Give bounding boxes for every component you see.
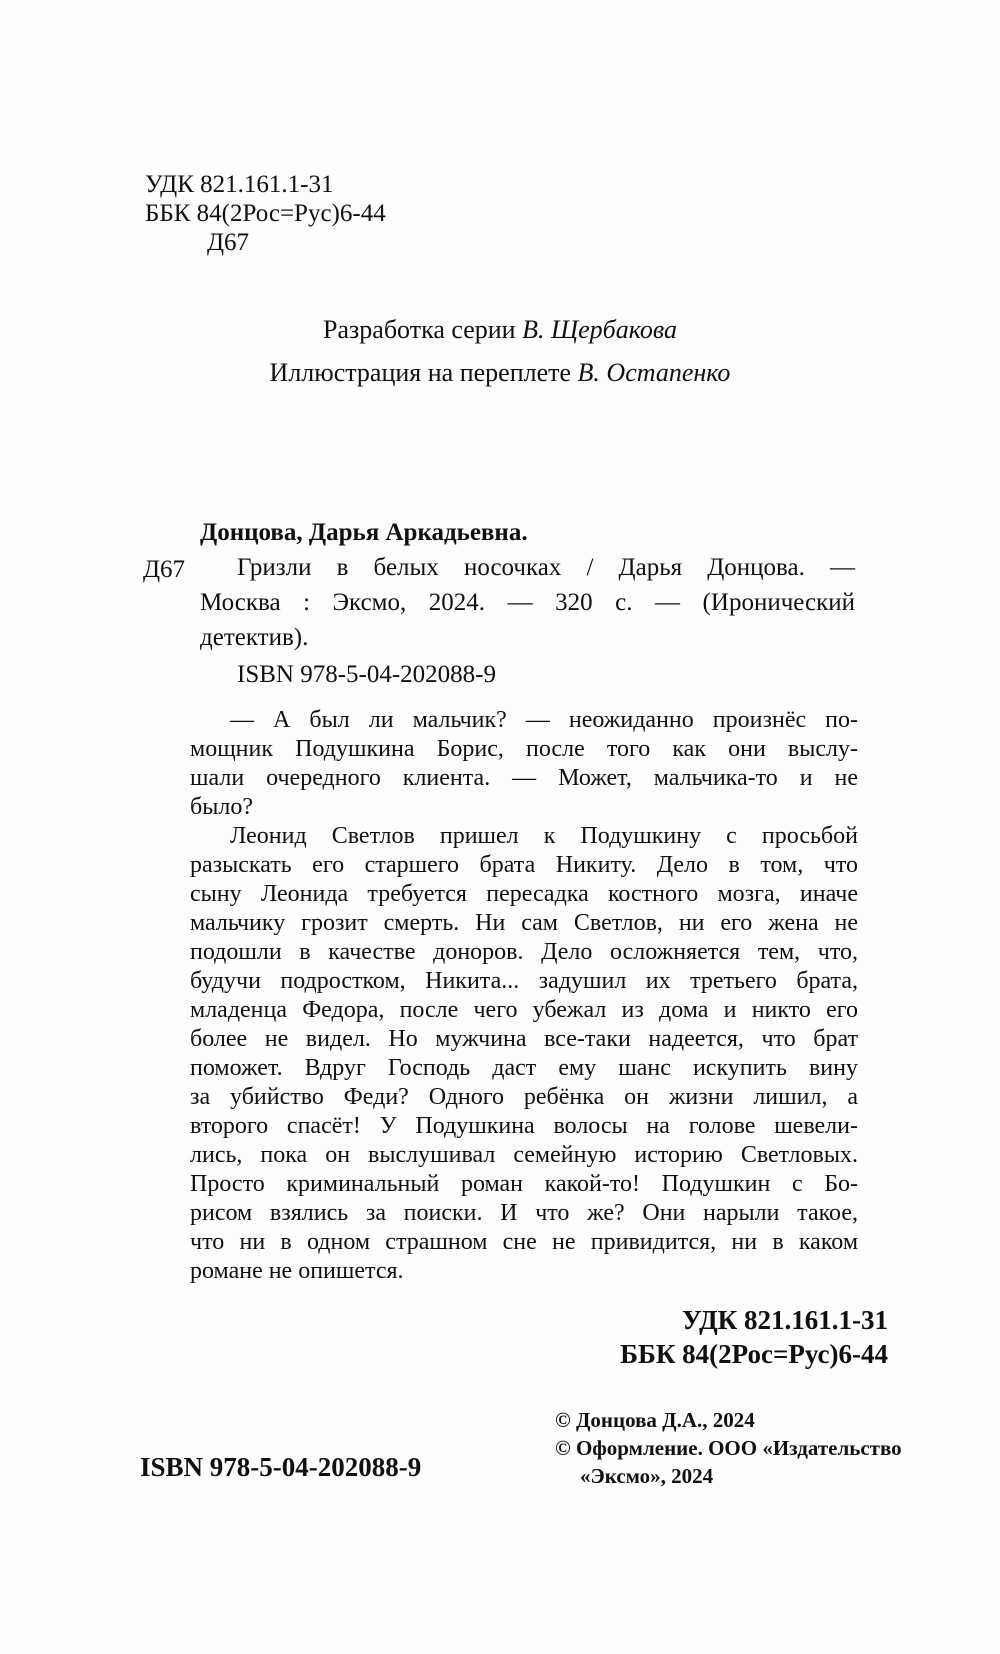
annotation-line: за убийство Феди? Одного ребёнка он жизни лишил, а: [190, 1084, 858, 1110]
catalog-entry-line: детектив).: [200, 624, 309, 651]
isbn-bottom: ISBN 978-5-04-202088-9: [140, 1452, 422, 1482]
catalog-card-author: Донцова, Дарья Аркадьевна.: [200, 519, 528, 546]
classification-codes-top: [145, 170, 386, 257]
annotation-line: — А был ли мальчик? — неожиданно произнёс по-: [230, 707, 858, 733]
catalog-card-entry: [200, 550, 855, 655]
annotation-line: что ни в одном страшном сне не привидится, ни в каком: [190, 1229, 858, 1255]
annotation-line: романе не опишется.: [190, 1258, 404, 1284]
bbk-code-top: ББК 84(2Рос=Рус)6-44: [145, 200, 386, 227]
annotation-line: мальчику грозит смерть. Ни сам Светлов, ни его жена не: [190, 910, 858, 936]
annotation-line: второго спасёт! У Подушкина волосы на голове шевели-: [190, 1113, 858, 1139]
series-design-credit: [0, 308, 1000, 351]
copyright-line: © Оформление. ООО «Издательство: [555, 1436, 902, 1460]
annotation-text: [190, 706, 858, 1286]
series-design-label: Разработка серии: [323, 315, 523, 344]
annotation-line: мощник Подушкина Борис, после того как они выслу-: [190, 736, 858, 762]
annotation-line: сыну Леонида требуется пересадка костного мозга, иначе: [190, 881, 858, 907]
credits-block: [0, 308, 1000, 394]
copyright-block: [555, 1406, 902, 1490]
annotation-line: Просто криминальный роман какой-то! Подушкин с Бо-: [190, 1171, 858, 1197]
copyright-line: «Эксмо», 2024: [580, 1464, 714, 1488]
annotation-line: более не видел. Но мужчина все-таки надеется, что брат: [190, 1026, 858, 1052]
bbk-code-bottom: ББК 84(2Рос=Рус)6-44: [620, 1339, 888, 1369]
copyright-line: © Донцова Д.А., 2024: [555, 1408, 755, 1432]
annotation-line: поможет. Вдруг Господь даст ему шанс искупить вину: [190, 1055, 858, 1081]
annotation-line: было?: [190, 794, 253, 820]
series-designer-name: В. Щербакова: [522, 315, 677, 344]
udk-code-top: УДК 821.161.1-31: [145, 171, 334, 198]
udk-code-bottom: УДК 821.161.1-31: [682, 1305, 888, 1335]
cover-illustrator-name: В. Остапенко: [577, 358, 731, 387]
catalog-card-isbn: ISBN 978-5-04-202088-9: [237, 661, 497, 688]
annotation-line: разыскать его старшего брата Никиту. Дело в том, что: [190, 852, 858, 878]
annotation-line: шали очередного клиента. — Может, мальчика-то и не: [190, 765, 858, 791]
cover-illustration-label: Иллюстрация на переплете: [269, 358, 578, 387]
annotation-line: лись, пока он выслушивал семейную историю Светловых.: [190, 1142, 858, 1168]
cover-illustration-credit: [0, 351, 1000, 394]
classification-codes-bottom: [620, 1303, 888, 1371]
catalog-entry-line: Гризли в белых носочках / Дарья Донцова. —: [237, 554, 855, 581]
annotation-line: Леонид Светлов пришел к Подушкину с просьбой: [230, 823, 858, 849]
catalog-entry-line: Москва : Эксмо, 2024. — 320 с. — (Иронический: [200, 589, 855, 616]
annotation-line: будучи подростком, Никита... задушил их третьего брата,: [190, 968, 858, 994]
annotation-line: подошли в качестве доноров. Дело осложняется тем, что,: [190, 939, 858, 965]
author-sign-code-top: Д67: [207, 229, 250, 256]
annotation-line: рисом взялись за поиски. И что же? Они нарыли такое,: [190, 1200, 858, 1226]
annotation-line: младенца Федора, после чего убежал из дома и никто его: [190, 997, 858, 1023]
author-sign-code-card: Д67: [143, 556, 186, 583]
